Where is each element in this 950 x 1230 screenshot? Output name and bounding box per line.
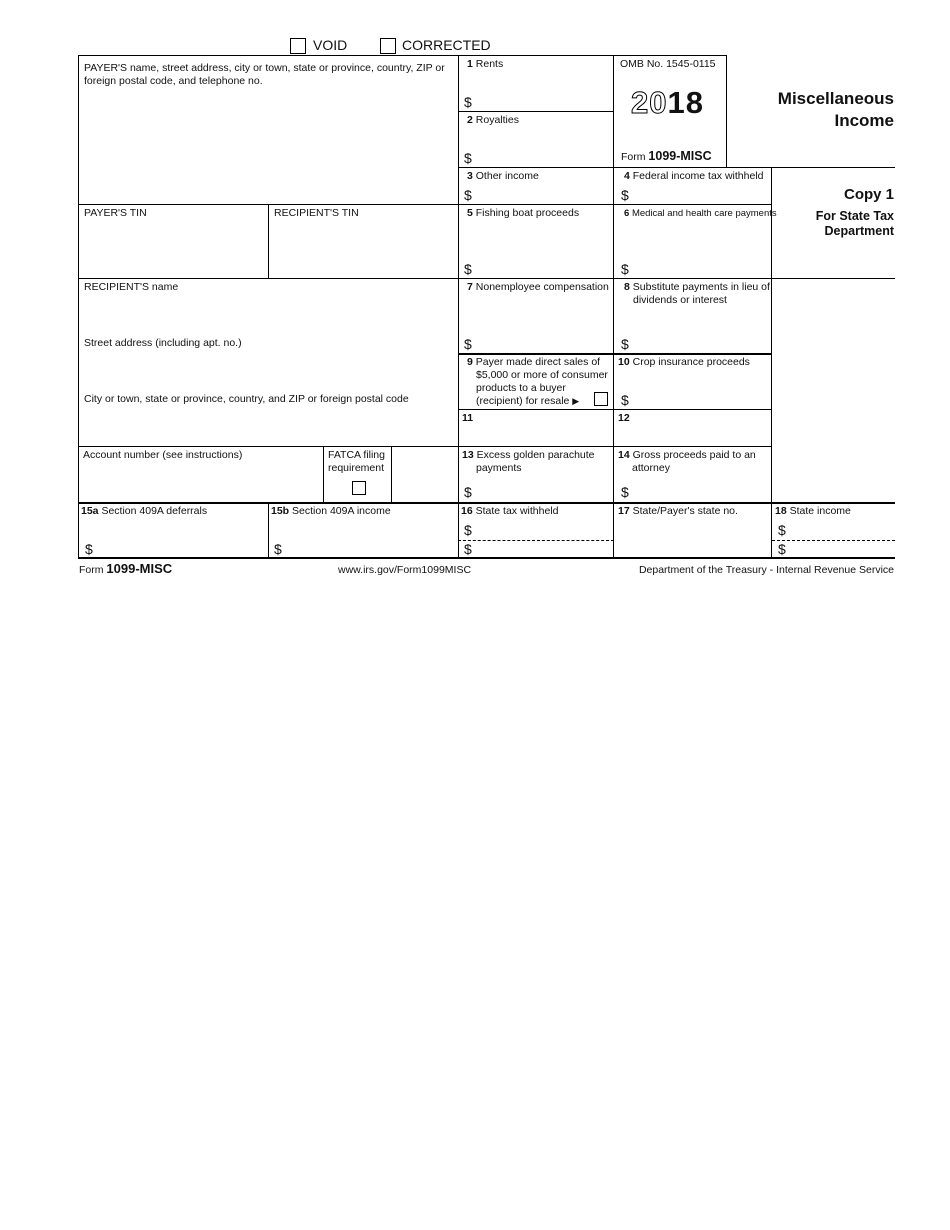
- box-5-dollar: $: [464, 261, 472, 277]
- tax-year: [631, 86, 704, 120]
- account-number-label: Account number (see instructions): [83, 449, 243, 461]
- box-9-arrow-icon: ▶: [572, 396, 580, 406]
- recipient-street-label: Street address (including apt. no.): [84, 337, 242, 349]
- box-11-label: 11: [462, 412, 474, 424]
- box-3-dollar: $: [464, 187, 472, 203]
- box-7-dollar: $: [464, 336, 472, 352]
- box-7-label: 7 Nonemployee compensation: [467, 281, 609, 293]
- recipient-tin-label: RECIPIENT'S TIN: [274, 207, 359, 219]
- box-12-label: 12: [618, 412, 630, 424]
- box-4-label: 4 Federal income tax withheld: [624, 170, 764, 182]
- payer-name-label: PAYER'S name, street address, city or town, state or province, country, ZIP or foreign postal code, and telephone no.: [84, 62, 445, 87]
- corrected-checkbox[interactable]: [380, 38, 396, 54]
- box-3-label: 3 Other income: [467, 170, 539, 182]
- box-4-dollar: $: [621, 187, 629, 203]
- fatca-checkbox[interactable]: [352, 481, 366, 495]
- box-13-label: 13 Excess golden parachute payments: [462, 449, 595, 474]
- box-8-dollar: $: [621, 336, 629, 352]
- fatca-label: FATCA filing requirement: [328, 449, 385, 474]
- box-1-dollar: $: [464, 94, 472, 110]
- payer-tin-label: PAYER'S TIN: [84, 207, 147, 219]
- box-16-label: 16 State tax withheld: [461, 505, 559, 517]
- box-9-label: 9 Payer made direct sales of $5,000 or more of consumer products to a buyer (recipient) for resale ▶: [467, 356, 608, 407]
- form-title-line1: Miscellaneous: [777, 89, 894, 108]
- footer-url: www.irs.gov/Form1099MISC: [338, 564, 472, 576]
- omb-form-name: Form 1099-MISC: [621, 149, 712, 163]
- box-15a-dollar: $: [85, 541, 93, 557]
- box-15b-label: 15b Section 409A income: [271, 505, 391, 517]
- box-14-label: 14 Gross proceeds paid to an attorney: [618, 449, 756, 474]
- form-title: [730, 88, 894, 132]
- box-10-dollar: $: [621, 392, 629, 408]
- corrected-label: CORRECTED: [402, 37, 491, 53]
- box-6-label: 6 Medical and health care payments: [624, 208, 777, 219]
- void-checkbox[interactable]: [290, 38, 306, 54]
- box-16-dollar-2: $: [464, 541, 472, 557]
- recipient-city-label: City or town, state or province, country, and ZIP or foreign postal code: [84, 393, 409, 405]
- footer-department: Department of the Treasury - Internal Revenue Service: [638, 564, 894, 576]
- box-18-label: 18 State income: [775, 505, 851, 517]
- copy-description: For State Tax Department: [815, 209, 894, 238]
- box-13-dollar: $: [464, 484, 472, 500]
- box-17-label: 17 State/Payer's state no.: [618, 505, 738, 517]
- footer-form-name: Form 1099-MISC: [79, 561, 173, 576]
- box-6-dollar: $: [621, 261, 629, 277]
- box-2-label: 2 Royalties: [467, 114, 519, 126]
- box-18-dollar-2: $: [778, 541, 786, 557]
- box-9-checkbox[interactable]: [594, 392, 608, 406]
- box-14-dollar: $: [621, 484, 629, 500]
- box-15a-label: 15a Section 409A deferrals: [81, 505, 208, 517]
- omb-number: OMB No. 1545-0115: [620, 58, 716, 70]
- box-18-dollar-1: $: [778, 522, 786, 538]
- recipient-name-label: RECIPIENT'S name: [84, 281, 179, 293]
- copy-label: Copy 1: [843, 186, 894, 203]
- tax-year-outline: 20: [631, 85, 668, 120]
- box-10-label: 10 Crop insurance proceeds: [618, 356, 750, 368]
- form-title-line2: Income: [834, 111, 894, 130]
- box-16-dollar-1: $: [464, 522, 472, 538]
- box-1-label: 1 Rents: [467, 58, 504, 70]
- tax-year-bold: 18: [667, 85, 704, 120]
- box-5-label: 5 Fishing boat proceeds: [467, 207, 580, 219]
- box-2-dollar: $: [464, 150, 472, 166]
- box-15b-dollar: $: [274, 541, 282, 557]
- void-label: VOID: [313, 37, 348, 53]
- box-8-label: 8 Substitute payments in lieu of dividends or interest: [624, 281, 770, 306]
